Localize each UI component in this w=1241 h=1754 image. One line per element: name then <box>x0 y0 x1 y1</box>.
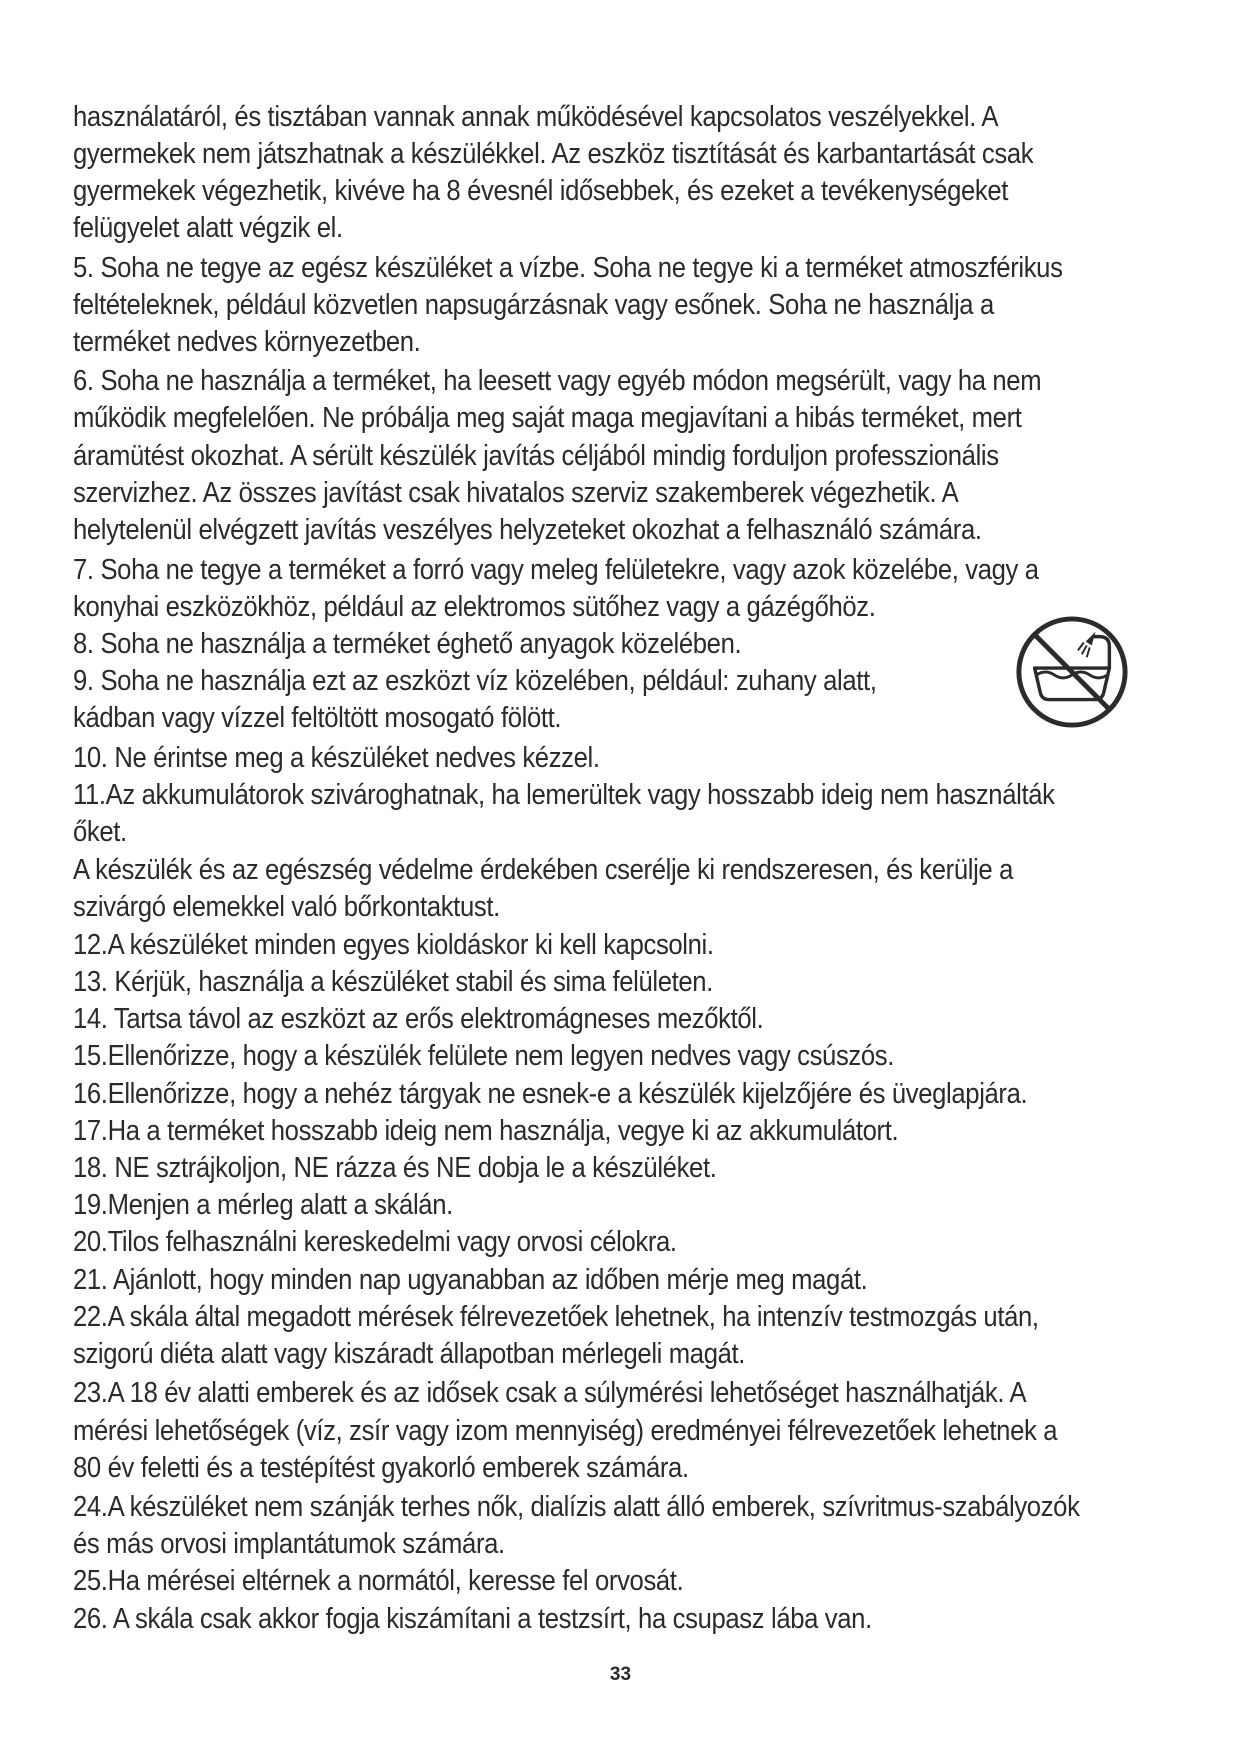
text-line: kádban vagy vízzel feltöltött mosogató fölött. <box>73 702 562 734</box>
text-line: 26. A skála csak akkor fogja kiszámítani a testzsírt, ha csupasz lába van. <box>73 1603 872 1635</box>
text-line: 15.Ellenőrizze, hogy a készülék felülete nem legyen nedves vagy csúszós. <box>73 1040 895 1072</box>
text-line: 19.Menjen a mérleg alatt a skálán. <box>73 1189 453 1221</box>
text-line: és más orvosi implantátumok számára. <box>73 1528 505 1560</box>
text-line: 13. Kérjük, használja a készüléket stabil és sima felületen. <box>73 966 713 998</box>
text-line: őket. <box>73 816 127 848</box>
text-line: A készülék és az egészség védelme érdekében cserélje ki rendszeresen, és kerülje a <box>73 854 1014 886</box>
text-line: 18. NE sztrájkoljon, NE rázza és NE dobja le a készüléket. <box>73 1152 717 1184</box>
text-line: gyermekek nem játszhatnak a készülékkel. Az eszköz tisztítását és karbantartását csak <box>73 138 1034 170</box>
no-water-bathtub-icon <box>1013 613 1131 731</box>
text-line: feltételeknek, például közvetlen napsugárzásnak vagy esőnek. Soha ne használja a <box>73 289 994 321</box>
text-line: 12.A készüléket minden egyes kioldáskor ki kell kapcsolni. <box>73 929 714 961</box>
text-line: 8. Soha ne használja a terméket éghető anyagok közelében. <box>73 628 742 660</box>
text-line: 80 év feletti és a testépítést gyakorló emberek számára. <box>73 1452 689 1484</box>
text-line: 20.Tilos felhasználni kereskedelmi vagy orvosi célokra. <box>73 1226 677 1258</box>
text-line: 21. Ajánlott, hogy minden nap ugyanabban az időben mérje meg magát. <box>73 1264 868 1296</box>
text-line: 23.A 18 év alatti emberek és az idősek csak a súlymérési lehetőséget használhatják. A <box>73 1377 1027 1409</box>
text-line: 22.A skála által megadott mérések félrevezetőek lehetnek, ha intenzív testmozgás után, <box>73 1301 1039 1333</box>
text-line: 5. Soha ne tegye az egész készüléket a vízbe. Soha ne tegye ki a terméket atmoszférikus <box>73 252 1063 284</box>
text-line: működik megfelelően. Ne próbálja meg saját maga megjavítani a hibás terméket, mert <box>73 402 1022 434</box>
text-line: terméket nedves környezetben. <box>73 326 421 358</box>
text-line: szervizhez. Az összes javítást csak hivatalos szerviz szakemberek végezhetik. A <box>73 477 959 509</box>
text-line: mérési lehetőségek (víz, zsír vagy izom mennyiség) eredményei félrevezetőek lehetnek a <box>73 1415 1058 1447</box>
text-line: helytelenül elvégzett javítás veszélyes helyzeteket okozhat a felhasználó számára. <box>73 514 982 546</box>
text-line: szivárgó elemekkel való bőrkontaktust. <box>73 891 500 923</box>
text-line: 25.Ha mérései eltérnek a normától, keresse fel orvosát. <box>73 1565 684 1597</box>
text-line: konyhai eszközökhöz, például az elektromos sütőhez vagy a gázégőhöz. <box>73 591 876 623</box>
text-line: 11.Az akkumulátorok szivároghatnak, ha lemerültek vagy hosszabb ideig nem használták <box>73 779 1055 811</box>
text-line: 9. Soha ne használja ezt az eszközt víz közelében, például: zuhany alatt, <box>73 665 877 697</box>
text-line: 10. Ne érintse meg a készüléket nedves kézzel. <box>73 742 600 774</box>
text-line: szigorú diéta alatt vagy kiszáradt állapotban mérlegeli magát. <box>73 1338 746 1370</box>
text-line: áramütést okozhat. A sérült készülék javítás céljából mindig forduljon professzionális <box>73 440 999 472</box>
text-line: 7. Soha ne tegye a terméket a forró vagy meleg felületekre, vagy azok közelébe, vagy a <box>73 554 1039 586</box>
text-line: használatáról, és tisztában vannak annak működésével kapcsolatos veszélyekkel. A <box>73 101 999 133</box>
text-line: 16.Ellenőrizze, hogy a nehéz tárgyak ne esnek-e a készülék kijelzőjére és üveglapjára. <box>73 1078 1028 1110</box>
text-line: 17.Ha a terméket hosszabb ideig nem használja, vegye ki az akkumulátort. <box>73 1115 899 1147</box>
text-line: felügyelet alatt végzik el. <box>73 212 343 244</box>
text-line: gyermekek végezhetik, kivéve ha 8 évesnél idősebbek, és ezeket a tevékenységeket <box>73 175 1009 207</box>
page-number: 33 <box>609 1664 632 1685</box>
text-line: 14. Tartsa távol az eszközt az erős elektromágneses mezőktől. <box>73 1003 764 1035</box>
text-line: 24.A készüléket nem szánják terhes nők, dialízis alatt álló emberek, szívritmus-szabályozók <box>73 1491 1080 1523</box>
text-line: 6. Soha ne használja a terméket, ha leesett vagy egyéb módon megsérült, vagy ha nem <box>73 365 1042 397</box>
